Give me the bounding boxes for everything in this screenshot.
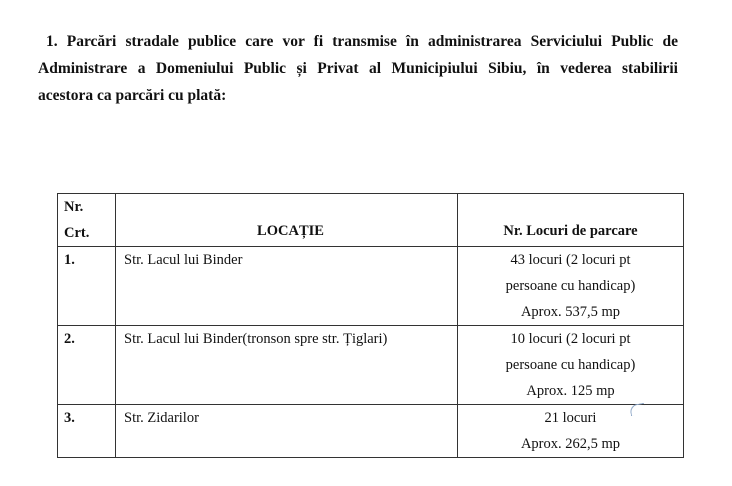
row-parking-spots <box>458 247 684 326</box>
spots-line: Aprox. 125 mp <box>526 383 615 399</box>
spots-line: 21 locuri <box>544 410 597 426</box>
header-location: LOCAȚIE <box>116 194 458 247</box>
section-heading <box>38 28 678 109</box>
header-parking-spots: Nr. Locuri de parcare <box>458 194 684 247</box>
heading-line-3: acestora ca parcări cu plată: <box>38 87 227 104</box>
table-header-row <box>58 194 684 247</box>
spots-line: 43 locuri (2 locuri pt <box>510 252 631 268</box>
spots-line: persoane cu handicap) <box>505 357 636 373</box>
row-number: 1. <box>58 247 116 326</box>
row-location: Str. Zidarilor <box>116 405 458 458</box>
spots-line: Aprox. 537,5 mp <box>520 304 621 320</box>
row-parking-spots <box>458 326 684 405</box>
table-row <box>58 405 684 458</box>
row-location: Str. Lacul lui Binder <box>116 247 458 326</box>
row-number: 3. <box>58 405 116 458</box>
spots-line: 10 locuri (2 locuri pt <box>510 331 631 347</box>
row-number: 2. <box>58 326 116 405</box>
spots-line: Aprox. 262,5 mp <box>520 436 621 452</box>
table-row <box>58 326 684 405</box>
parking-table <box>57 193 684 458</box>
heading-line-2: Administrare a Domeniului Public și Privat al Municipiului Sibiu, în vederea stabilirii <box>38 60 678 77</box>
header-nr-label: Nr. <box>64 199 84 215</box>
row-location: Str. Lacul lui Binder(tronson spre str. Țiglari) <box>116 326 458 405</box>
heading-line-1: 1. Parcări stradale publice care vor fi transmise în administrarea Serviciului Public de <box>46 33 678 50</box>
header-nr-crt <box>58 194 116 247</box>
header-crt-label: Crt. <box>64 225 90 241</box>
row-parking-spots <box>458 405 684 458</box>
table-row <box>58 247 684 326</box>
spots-line: persoane cu handicap) <box>505 278 636 294</box>
